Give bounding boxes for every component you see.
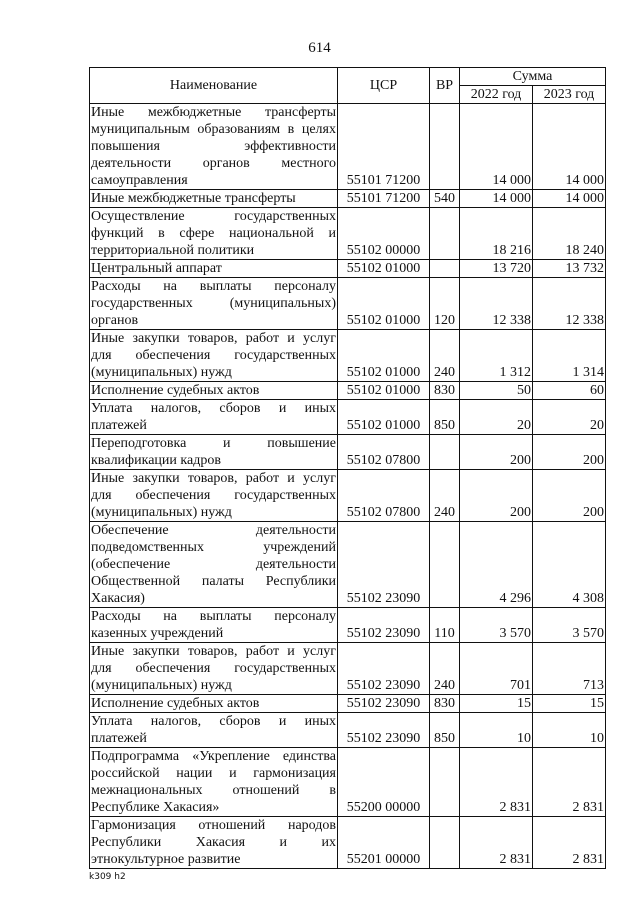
row-name: Иные межбюджетные трансферты [90,190,338,208]
row-sum-2023: 1 314 [533,330,606,382]
row-vr [430,208,460,260]
budget-table [89,67,606,869]
row-sum-2022: 2 831 [460,748,533,817]
row-name: Исполнение судебных актов [90,695,338,713]
row-vr: 240 [430,330,460,382]
table-header-row [90,68,606,86]
table-row [90,470,606,522]
table-row [90,400,606,435]
row-name: Переподготовка и повышение квалификации кадров [91,436,336,468]
row-sum-2022: 14 000 [460,104,533,190]
table-row [90,278,606,330]
row-sum-2023: 12 338 [533,278,606,330]
row-sum-2022: 20 [460,400,533,435]
table-row [90,608,606,643]
row-vr: 540 [430,190,460,208]
row-sum-2023: 2 831 [533,817,606,869]
row-name: Обеспечение деятельности подведомственных учреждений (обеспечение деятельности Общественной палаты Республики Хакасия) [91,523,336,606]
row-csr: 55101 71200 [338,104,430,190]
row-name: Уплата налогов, сборов и иных платежей [91,401,336,433]
row-name: Иные закупки товаров, работ и услуг для обеспечения государственных (муниципальных) нужд [91,644,336,693]
row-vr [430,748,460,817]
row-csr: 55102 01000 [338,330,430,382]
row-sum-2022: 3 570 [460,608,533,643]
row-sum-2023: 200 [533,470,606,522]
row-vr [430,260,460,278]
row-sum-2023: 2 831 [533,748,606,817]
row-vr: 240 [430,643,460,695]
row-csr: 55102 23090 [338,522,430,608]
row-name: Иные закупки товаров, работ и услуг для обеспечения государственных (муниципальных) нужд [91,331,336,380]
row-sum-2023: 713 [533,643,606,695]
row-name: Осуществление государственных функций в сфере национальной и территориальной политики [91,209,336,258]
row-sum-2022: 200 [460,470,533,522]
footer-code: k309 h2 [89,872,126,882]
row-csr: 55101 71200 [338,190,430,208]
row-sum-2022: 2 831 [460,817,533,869]
row-name: Центральный аппарат [90,260,338,278]
row-csr: 55102 01000 [338,260,430,278]
row-name: Иные межбюджетные трансферты муниципальным образованиям в целях повышения эффективности деятельности органов местного самоуправления [91,105,336,188]
table-row [90,382,606,400]
row-sum-2022: 4 296 [460,522,533,608]
row-sum-2022: 15 [460,695,533,713]
row-name: Подпрограмма «Укрепление единства российской нации и гармонизация межнациональных отношений в Республике Хакасия» [91,749,336,815]
row-csr: 55102 01000 [338,278,430,330]
row-sum-2023: 18 240 [533,208,606,260]
row-sum-2023: 15 [533,695,606,713]
row-sum-2023: 4 308 [533,522,606,608]
row-vr [430,104,460,190]
row-csr: 55102 23090 [338,643,430,695]
row-vr: 830 [430,382,460,400]
row-vr [430,817,460,869]
row-vr: 830 [430,695,460,713]
row-sum-2022: 50 [460,382,533,400]
row-vr [430,522,460,608]
table-row [90,330,606,382]
row-vr [430,435,460,470]
row-sum-2022: 10 [460,713,533,748]
row-sum-2023: 200 [533,435,606,470]
row-vr: 110 [430,608,460,643]
row-sum-2023: 60 [533,382,606,400]
header-sum: Сумма [460,68,606,86]
row-name: Исполнение судебных актов [90,382,338,400]
row-csr: 55102 01000 [338,400,430,435]
row-csr: 55102 23090 [338,695,430,713]
row-sum-2023: 10 [533,713,606,748]
row-sum-2022: 18 216 [460,208,533,260]
row-sum-2022: 13 720 [460,260,533,278]
table-row [90,748,606,817]
table-row [90,522,606,608]
header-vr: ВР [430,68,460,104]
row-csr: 55102 23090 [338,713,430,748]
row-vr: 240 [430,470,460,522]
row-csr: 55102 00000 [338,208,430,260]
row-name: Иные закупки товаров, работ и услуг для обеспечения государственных (муниципальных) нужд [91,471,336,520]
row-sum-2023: 14 000 [533,190,606,208]
row-sum-2023: 13 732 [533,260,606,278]
table-row [90,208,606,260]
table-row [90,695,606,713]
row-csr: 55200 00000 [338,748,430,817]
row-vr: 850 [430,713,460,748]
row-vr: 850 [430,400,460,435]
row-csr: 55102 07800 [338,470,430,522]
row-sum-2022: 701 [460,643,533,695]
header-year-2023: 2023 год [533,86,606,104]
row-sum-2022: 1 312 [460,330,533,382]
table-row [90,713,606,748]
row-csr: 55102 01000 [338,382,430,400]
table-row [90,190,606,208]
row-csr: 55102 07800 [338,435,430,470]
row-sum-2023: 3 570 [533,608,606,643]
table-row [90,435,606,470]
row-sum-2023: 20 [533,400,606,435]
row-name: Расходы на выплаты персоналу государственных (муниципальных) органов [91,279,336,328]
table-row [90,817,606,869]
header-csr: ЦСР [338,68,430,104]
row-csr: 55102 23090 [338,608,430,643]
table-row [90,643,606,695]
row-csr: 55201 00000 [338,817,430,869]
row-sum-2022: 14 000 [460,190,533,208]
row-sum-2022: 200 [460,435,533,470]
row-sum-2022: 12 338 [460,278,533,330]
row-name: Уплата налогов, сборов и иных платежей [91,714,336,746]
header-year-2022: 2022 год [460,86,533,104]
header-name: Наименование [90,68,338,104]
table-row [90,260,606,278]
row-sum-2023: 14 000 [533,104,606,190]
row-vr: 120 [430,278,460,330]
row-name: Расходы на выплаты персоналу казенных учреждений [91,609,336,641]
table-row [90,104,606,190]
page-number: 614 [308,40,331,56]
row-name: Гармонизация отношений народов Республики Хакасия и их этнокультурное развитие [91,818,336,867]
